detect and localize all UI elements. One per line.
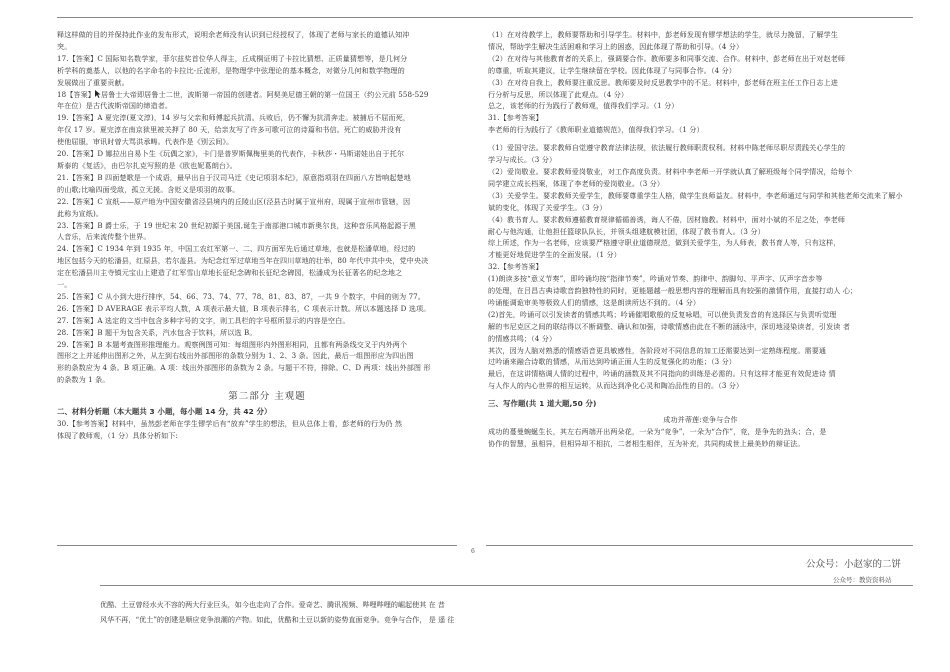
answer-line: (1)朗读多按“意义节奏”，即吟诵均按“指律节奏”，吟诵对节奏、韵律中、韵脚句、平声字、仄声字音步等 <box>488 274 823 284</box>
answer-line: 释这样做的目的并保持此作业的发布形式，说明余老师没有认识到已经授权了，体现了老师与家长的道德认知冲 <box>57 30 410 39</box>
answer-line: 24.【答案】C 1934 年到 1935 年，中国工农红军第一、二、四方面军先后通过草地，也就是松潘草地，经过的 <box>57 244 416 254</box>
answer-line: 20.【答案】D 娜拉出自易卜生《玩偶之家》，卡门是普罗斯佩梅里美的代表作，卡秋莎・马斯诺娃出自于托尔 <box>57 149 405 159</box>
answer-line: 吟诵能调诡审美等极致人们的情感，这是朗读所达不到的。（4 分） <box>488 297 701 307</box>
answer-line: 人音乐，后来流传整个世界。 <box>57 232 151 242</box>
answer-line: 31.【参考答案】 <box>488 113 543 123</box>
answer-line: 年仅 17 岁。夏完淳在南京狱里被关押了 80 天，给亲友写了许多可歌可泣的诗篇和书信。死亡的威胁并没有 <box>57 125 402 135</box>
answer-line: 耐心与他沟通，让他担任篮球队队长，并领头组建航模社团，体现了教书育人。（3 分） <box>488 226 765 236</box>
answer-line: 斌的变化，体现了关爱学生。（3 分） <box>488 202 607 212</box>
excerpt-line: 风华不再，“优土”的创建是顺应竞争浪潮的产物。如此，优酷和土豆以新的姿势直面竞争。竞争与合作， 是 遥 往 <box>100 614 455 624</box>
center-rule-left <box>57 545 457 546</box>
answer-line: 与人作人的内心世界的相互运转，从而达到净化心灵和陶冶品性的目的。（3 分） <box>488 381 744 391</box>
right-column <box>488 29 913 450</box>
answer-18-label: 18【答案】 <box>57 89 96 99</box>
answer-line: 32.【参考答案】 <box>488 262 543 272</box>
essay-title: 成功并蒂莲:竞争与合作 <box>663 415 738 425</box>
answer-line: （4）教书育人。要求教师遵循教育规律循循善诱，诲人不倦，因材施教。材料中，面对小斌的不足之处，李老师 <box>488 214 846 224</box>
next-page-excerpt <box>100 598 900 627</box>
top-rule <box>57 17 913 18</box>
answer-line: 同学建立成长档案，体现了李老师的爱岗敬业。（3 分） <box>488 178 665 188</box>
answer-line: （2）爱岗敬业。要求教师爱岗敬业，对工作高度负责。材料中李老师一开学就认真了解班级每个同学情况，给每个 <box>488 166 853 176</box>
center-rule-right <box>486 545 913 546</box>
answer-list-left <box>57 29 477 386</box>
watermark-account-secondary: 公众号：教资资料站 <box>833 576 892 584</box>
answer-line: 21.【答案】B 四面楚歌是一个成语，最早出自于汉司马迁《史记项羽本纪》，原意指项羽在四面八方皆响起楚地 <box>57 172 411 182</box>
section-two-title: 二、材料分析题（本大题共 3 小题，每小题 14 分，共 42 分） <box>57 407 272 417</box>
answer-line: 其次，因为人脑对熟悉的情感语音更具敏感性，各阶段对不同信息的加工还需要达到一定熟练程度。需要通 <box>488 345 827 355</box>
answer-line: 30.【参考答案】材料中，虽然彭老师在学生镠学后有“放弃”学生的想法，但从总体上看，彭老师的行为仍 然 <box>57 419 403 428</box>
answer-line: 体现了教师观，（1 分）具体分析如下: <box>57 430 179 440</box>
answer-line: 22.【答案】C 宣纸——原产地为中国安徽省泾县境内的丘陵山区(泾县古时属于宣州府，现属于宣州市管辖，因 <box>57 196 411 206</box>
answer-list-right <box>488 29 913 392</box>
answer-line: 的条数为 1 条。 <box>57 375 110 385</box>
answer-18-text: 居鲁士大帝即居鲁士二世，波斯第一帝国的创建者。阿契美尼德王朝的第一位国王（约公元前 558-529 <box>101 89 429 99</box>
answer-30-text <box>57 418 477 442</box>
answer-line: (2)首先，吟诵可以引发读者的情感共鸣；吟诵催唱歌般的反复咏唱，可以使负责发音的有选择区与负责听觉理 <box>488 309 837 319</box>
answer-line: 26.【答案】D AVERAGE 表示平均人数，A 项表示最大值，B 项表示排名，C 项表示计数。所以本题选择 D 选项。 <box>57 303 431 313</box>
answer-line: 学习与成长。（3 分） <box>488 155 557 165</box>
answer-line: 25.【答案】C 从小到大进行排序，54、66、73、74、77、78、81、83、87，一共 9 个数字，中间的则为 77。 <box>57 291 425 301</box>
section-three-title: 三、写作题(共 1 道大题,50 分) <box>488 399 597 409</box>
answer-line: 使他屈服，审讯时曾大骂洪承畴。代表作是《别云间》。 <box>57 137 234 147</box>
part-two-title: 第二部分 主观题 <box>228 391 306 403</box>
answer-line: 17.【答案】C 国际知名数学家，菲尔兹奖首位华人得主，丘成桐证明了卡拉比猜想、正质量猜想等，是几何分 <box>57 53 408 63</box>
answer-line: 一。 <box>57 280 72 290</box>
answer-line: 的山歌;比喻四面受敌，孤立无援。含贬义是项羽的故事。 <box>57 184 240 194</box>
excerpt-line: 优酷、土豆曾经水火不容的两大行业巨头，如今也走向了合作。爱奇艺、腾讯视频、哔哩哔哩的崛起使其 在 昔 <box>100 600 446 609</box>
answer-line: 过吟诵来融合诗歌的情感，从而达到吟诵正面人生的反复强化的功能；（3 分） <box>488 357 737 367</box>
answer-line: 28.【答案】B 题干为包含关系，汽水包含于饮料，所以选 B。 <box>57 327 257 337</box>
essay-body <box>488 426 913 450</box>
essay-line: 成功的蔓曼蜿蜒生长，其左右两端开出两朵花，一朵为“竞争”，一朵为“合作”，竞，是争先的劲头；合，是 <box>488 427 827 436</box>
answer-line: （1）爱国守法。要求教师自觉遵守教育法律法规，依法履行教师职责权利。材料中陈老师尽职尽责践关心学生的 <box>488 143 846 153</box>
answer-line: 斯泰的《复活》，由巴尔扎克写照的是《欧也妮葛朗台》。 <box>57 160 237 170</box>
answer-line: 突。 <box>57 41 72 51</box>
answer-line: 29.【答案】B 本题考查图形推理能力。观察例图可知：每组图形内外图形相同，且都有两条线交叉于内外两个 <box>57 339 408 349</box>
answer-line: （1）在对待教学上，教师要帮助和引导学生。材料中，彭老师发现有镠学想法的学生，就尽力挽留，了解学生 <box>488 30 838 39</box>
answer-line: 年在位）是古代波斯帝国的缔造者。 <box>57 101 173 111</box>
essay-line: 协作的智慧，虽相异，但相异却不相抗，二者相生相伴，互为补充，共同构成世上最美妙的辩证法。 <box>488 438 805 448</box>
answer-line: 19.【答案】A 夏完淳(夏文淳)，14 岁与父亲和师傅起兵抗清。兵败后，仍不懈为抗清奔走。被捕后不屈而死， <box>57 113 410 123</box>
answer-line: 李老师的行为践行了《教师职业道德规范》，值得我们学习。（1 分） <box>488 125 704 135</box>
answer-line: 的处理，在吕昌古典诗歌音韵独特性的同时，更能题越一般思想内容的理解而具有较强的激情作用，直接打动人 心； <box>488 286 858 296</box>
page-number: 6 <box>471 548 475 555</box>
answer-line: 的情感共鸣；（4 分） <box>488 333 557 343</box>
answer-line: 发展做出了重要贡献。 <box>57 77 129 87</box>
answer-line: 此称为宣纸)。 <box>57 208 104 218</box>
answer-line: （2）在对待与其他教育者的关系上，强调要合作。教师要多和同事交流、合作。材料中，彭老师在出于对赵老师 <box>488 53 846 63</box>
answer-line: 地区包括今天的松潘县，红原县，若尔盖县。为纪念红军过草地当年在四川草地的壮举，80 年代中共中央，党中央决 <box>57 256 429 266</box>
answer-line: 情况，帮助学生解决生活困难和学习上的困惑，因此体现了帮助和引导。（4 分） <box>488 41 744 51</box>
answer-line: 综上所述，作为一名老师，应该要严格遵守职业道德规范，做到关爱学生，为人师表，教书育人等，只有这样， <box>488 238 841 248</box>
left-column <box>57 29 477 442</box>
answer-line: （3）关爱学生。要求教师关爱学生，教师要尊重学生人格，做学生良师益友。材料中，李老师通过与同学和其他老师交流来了解小 <box>488 190 903 200</box>
answer-line: 总之，该老师的行为践行了教师观，值得我们学习。（1 分） <box>488 101 679 111</box>
answer-line: 解的韦尼克区之间的联结得以不断调整、确认和加强，诗歌情感由此在不断的涵泳中，深切地浸染读者，引发读 者 <box>488 321 851 331</box>
answer-line: 定在松潘县川主寺镇元宝山上建造了红军雪山草地长征纪念碑和长征纪念碑园，松潘成为长征著名的纪念地之 <box>57 268 403 278</box>
answer-line <box>57 89 477 101</box>
footer-rule <box>100 585 913 586</box>
answer-line: （3）在对待自我上，教师要注重反思。教师要及时反思教学中的不足。材料中，彭老师在班主任工作日志上进 <box>488 77 838 87</box>
answer-line: 形的条数应为 4 条。B 项正确。A 项：线出外部图形的条数为 2 条。与题干不符，排除。C、D 两项：线出外部图 形 <box>57 363 431 373</box>
answer-line: 析学科的奠基人，以他的名字命名的卡拉比-丘流形，是物理学中弦理论的基本概念，对微分几何和数学物理的 <box>57 65 405 75</box>
answer-line: 最后，在这讲情格调人情的过程中，吟诵的涵数及其不同指向的训练是必需的。只有这样才能更有效促进诗 情 <box>488 369 836 379</box>
answer-line: 23.【答案】B 爵士乐，于 19 世纪末 20 世纪初源于美国,诞生于南部港口城市新奥尔良，这种音乐风格起源于黑 <box>57 220 416 230</box>
answer-line: 才能更好地促进学生的全面发展。（1 分） <box>488 250 621 260</box>
answer-line: 行分析与反思，所以体现了此观点。（4 分） <box>488 89 629 99</box>
answer-line: 27.【答案】A 选定的文当中包含多种字号的文字，则工具栏的字号框所显示的内容是空白。 <box>57 315 350 325</box>
answer-line: 图形之上并延伸出图形之外，从左到右线出外部图形的条数分别为 1、2、3 条。因此，最后一组图形应为四出图 <box>57 351 414 361</box>
answer-line: 的尊重，听取其建议，让学生继续留在学校。因此体现了与同事合作。（4 分） <box>488 65 737 75</box>
watermark-account: 公众号：小赵家的二饼 <box>806 559 902 570</box>
